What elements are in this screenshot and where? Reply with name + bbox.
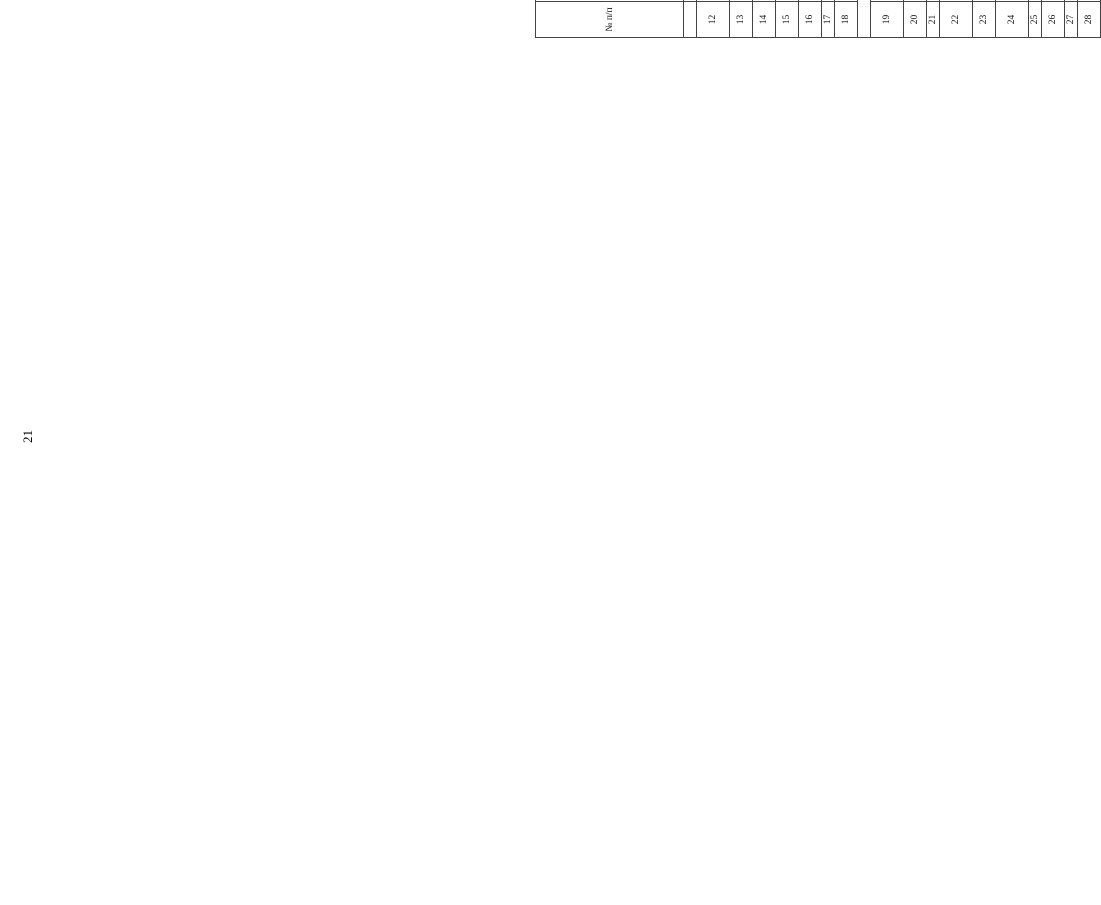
- table-row: [1029, 0, 1042, 38]
- table-row: [940, 0, 973, 38]
- cell-code: [799, 0, 822, 2]
- table-row: [730, 0, 753, 38]
- cell-code: [776, 0, 799, 2]
- cell-code: [996, 0, 1029, 2]
- cell-num: 19: [871, 2, 904, 38]
- table-row: [822, 0, 835, 38]
- table-row: [835, 0, 858, 38]
- cell-code: [697, 0, 730, 2]
- table-row: [996, 0, 1029, 38]
- cell-code: [1065, 0, 1078, 2]
- section-heading: [858, 0, 871, 38]
- cell-code: [1042, 0, 1065, 2]
- cell-code: [904, 0, 927, 2]
- table-row: [684, 0, 697, 38]
- cell-num: 24: [996, 2, 1029, 38]
- cell-num: 20: [904, 2, 927, 38]
- section-row: [858, 0, 871, 38]
- cell-num: 26: [1042, 2, 1065, 38]
- cell-code: [730, 0, 753, 2]
- table-row: [776, 0, 799, 38]
- header-num: № п/п: [536, 2, 684, 38]
- rotated-table-container: [535, 0, 1094, 38]
- table-row: [1078, 0, 1101, 38]
- cell-num: 27: [1065, 2, 1078, 38]
- cell-num: 12: [697, 2, 730, 38]
- table-row: [697, 0, 730, 38]
- cell-num: 25: [1029, 2, 1042, 38]
- regulations-table: [535, 0, 1101, 38]
- cell-num: 22: [940, 2, 973, 38]
- cell-num: 14: [753, 2, 776, 38]
- table-row: [1042, 0, 1065, 38]
- cell-num: 13: [730, 2, 753, 38]
- cell-code: [973, 0, 996, 2]
- cell-code: [753, 0, 776, 2]
- table-row: [871, 0, 904, 38]
- cell-code: [1078, 0, 1101, 2]
- cell-num: 28: [1078, 2, 1101, 38]
- table-row: [1065, 0, 1078, 38]
- table-row: [904, 0, 927, 38]
- cell-code: [940, 0, 973, 2]
- cell-code: [822, 0, 835, 2]
- cell-num: 23: [973, 2, 996, 38]
- table-row: [799, 0, 822, 38]
- cell-code: [1029, 0, 1042, 2]
- cell-num: 17: [822, 2, 835, 38]
- cell-code: [927, 0, 940, 2]
- cell-num: 15: [776, 2, 799, 38]
- table-row: [927, 0, 940, 38]
- cell-num: 21: [927, 2, 940, 38]
- page-number: 21: [20, 430, 35, 443]
- cell-num: 16: [799, 2, 822, 38]
- table-row: [973, 0, 996, 38]
- header-code: [536, 0, 684, 2]
- cell-code: [871, 0, 904, 2]
- cell-code: [835, 0, 858, 2]
- table-row: [753, 0, 776, 38]
- cell-num: 18: [835, 2, 858, 38]
